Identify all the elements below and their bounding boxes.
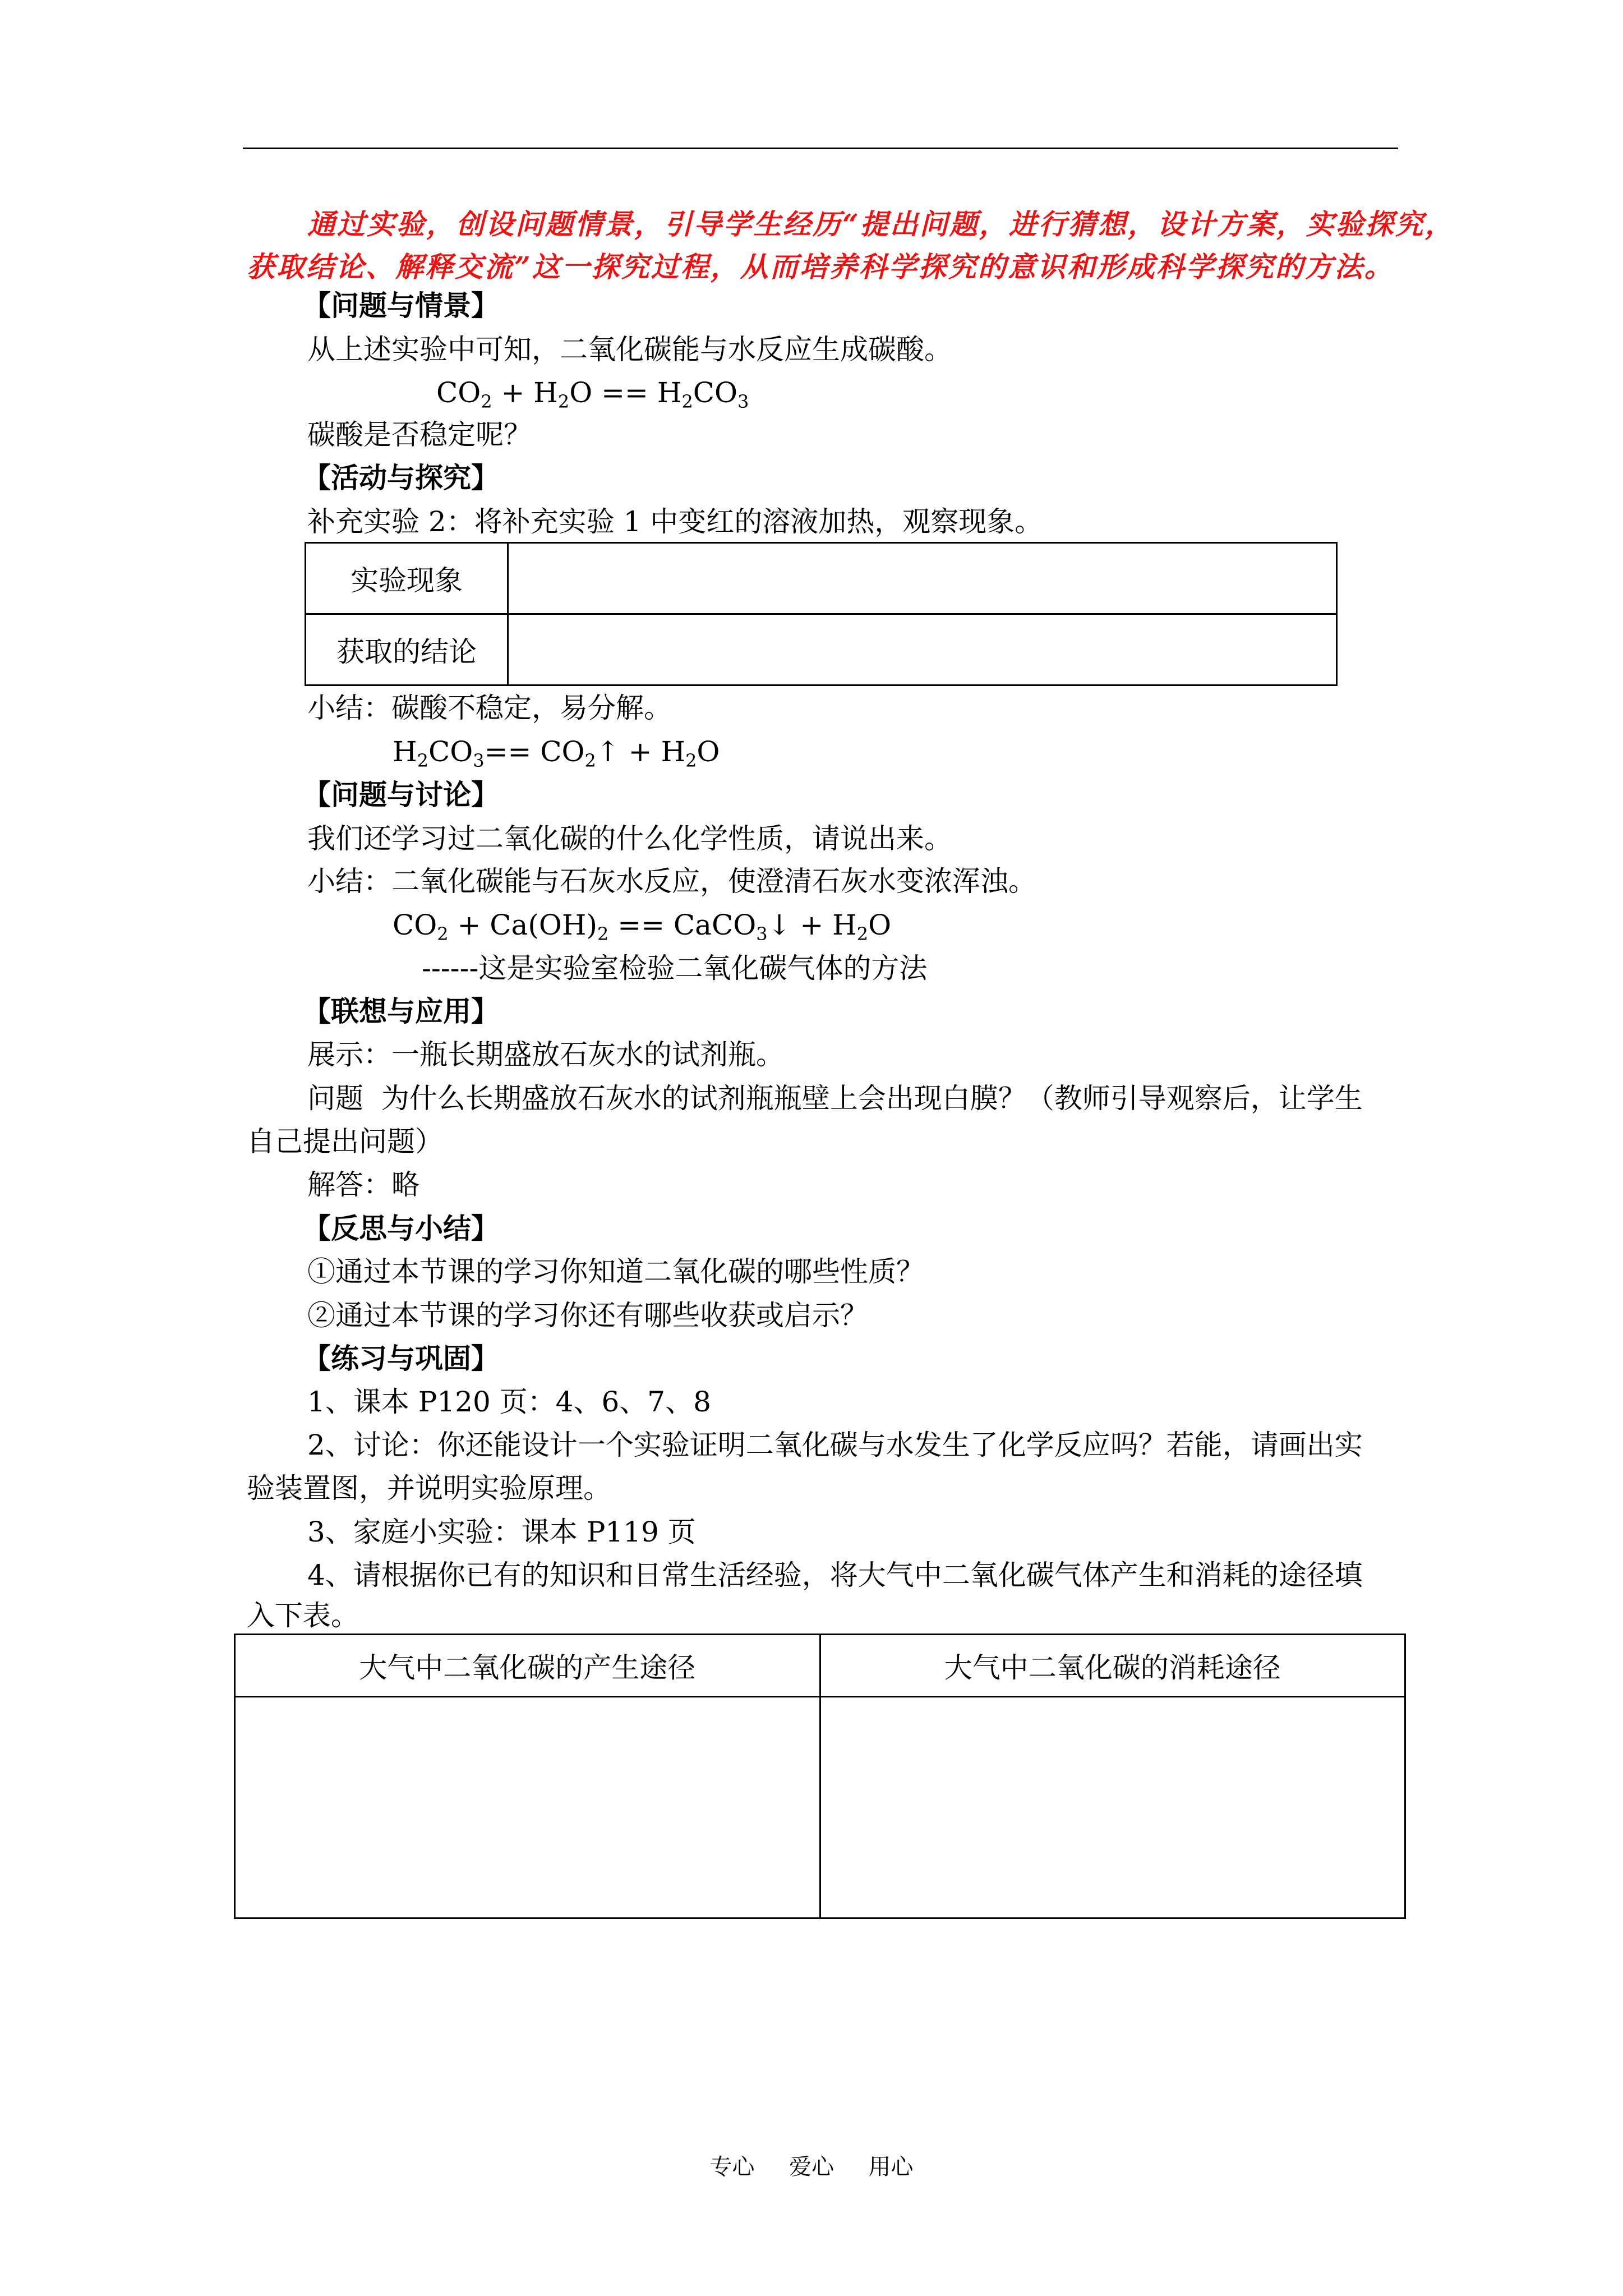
table-header-production: 大气中二氧化碳的产生途径 bbox=[235, 1635, 820, 1697]
exercise-item-1: 1、课本 P120 页：4、6、7、8 bbox=[307, 1386, 711, 1418]
table-cell-production bbox=[235, 1697, 820, 1918]
section4-question-line-2: 自己提出问题） bbox=[247, 1125, 443, 1158]
intro-line-2: 获取结论、解释交流”这一探究过程，从而培养科学探究的意识和形成科学探究的方法。 bbox=[247, 250, 1394, 283]
section3-note: ------这是实验室检验二氧化碳气体的方法 bbox=[422, 952, 928, 984]
section-heading-problem-discussion: 【问题与讨论】 bbox=[303, 778, 499, 811]
exercise-item-4-line-1: 4、请根据你已有的知识和日常生活经验，将大气中二氧化碳气体产生和消耗的途径填 bbox=[307, 1559, 1363, 1591]
section-heading-problem-scenario: 【问题与情景】 bbox=[303, 289, 499, 322]
header-rule bbox=[243, 148, 1398, 149]
section-heading-reflection-summary: 【反思与小结】 bbox=[303, 1212, 499, 1245]
experiment-table bbox=[305, 542, 1338, 686]
section1-question: 碳酸是否稳定呢？ bbox=[307, 418, 532, 451]
section4-answer: 解答：略 bbox=[307, 1168, 419, 1201]
exercise-item-2-line-1: 2、讨论：你还能设计一个实验证明二氧化碳与水发生了化学反应吗？若能，请画出实 bbox=[307, 1429, 1363, 1461]
exercise-item-4-line-2: 入下表。 bbox=[247, 1599, 359, 1632]
co2-pathways-table bbox=[234, 1634, 1406, 1919]
section-heading-practice-consolidation: 【练习与巩固】 bbox=[303, 1342, 499, 1375]
section1-text: 从上述实验中可知，二氧化碳能与水反应生成碳酸。 bbox=[307, 333, 952, 366]
table-cell-label-phenomenon: 实验现象 bbox=[306, 543, 508, 614]
section3-summary: 小结：二氧化碳能与石灰水反应，使澄清石灰水变浓浑浊。 bbox=[307, 865, 1036, 898]
section4-show: 展示：一瓶长期盛放石灰水的试剂瓶。 bbox=[307, 1038, 784, 1071]
table-row bbox=[235, 1697, 1405, 1918]
intro-line-1: 通过实验，创设问题情景，引导学生经历“提出问题，进行猜想，设计方案，实验探究， bbox=[307, 208, 1455, 241]
section-heading-activity-inquiry: 【活动与探究】 bbox=[303, 461, 499, 494]
table-cell-conclusion-value bbox=[508, 614, 1337, 685]
equation-co2-h2o: $CO_2 + H_2O == H_2CO_3$ bbox=[436, 376, 749, 412]
equation-co2-limewater: $CO_2 + Ca(OH)_2$ == CaCO$_3$↓ + $H_2O$ bbox=[393, 909, 892, 945]
reflection-question-1: ①通过本节课的学习你知道二氧化碳的哪些性质？ bbox=[307, 1255, 924, 1288]
equation-h2co3-decompose: $H_2CO_3==$ $CO_2↑ + H_2O$ bbox=[393, 735, 720, 771]
table-cell-phenomenon-value bbox=[508, 543, 1337, 614]
table-cell-label-conclusion: 获取的结论 bbox=[306, 614, 508, 685]
section2-summary: 小结：碳酸不稳定，易分解。 bbox=[307, 692, 672, 724]
section-heading-association-application: 【联想与应用】 bbox=[303, 995, 499, 1028]
page-footer: 专心 爱心 用心 bbox=[709, 2154, 914, 2180]
table-row bbox=[306, 543, 1337, 614]
exercise-item-3: 3、家庭小实验：课本 P119 页 bbox=[307, 1516, 696, 1548]
section3-text: 我们还学习过二氧化碳的什么化学性质，请说出来。 bbox=[307, 822, 952, 855]
section4-question-line-1: 问题 为什么长期盛放石灰水的试剂瓶瓶壁上会出现白膜？（教师引导观察后，让学生 bbox=[307, 1082, 1363, 1115]
exercise-item-2-line-2: 验装置图，并说明实验原理。 bbox=[247, 1472, 611, 1504]
table-cell-consumption bbox=[820, 1697, 1405, 1918]
table-header-consumption: 大气中二氧化碳的消耗途径 bbox=[820, 1635, 1405, 1697]
reflection-question-2: ②通过本节课的学习你还有哪些收获或启示？ bbox=[307, 1299, 868, 1332]
supplementary-experiment-2: 补充实验 2：将补充实验 1 中变红的溶液加热，观察现象。 bbox=[307, 505, 1043, 538]
table-row bbox=[306, 614, 1337, 685]
table-header-row bbox=[235, 1635, 1405, 1697]
